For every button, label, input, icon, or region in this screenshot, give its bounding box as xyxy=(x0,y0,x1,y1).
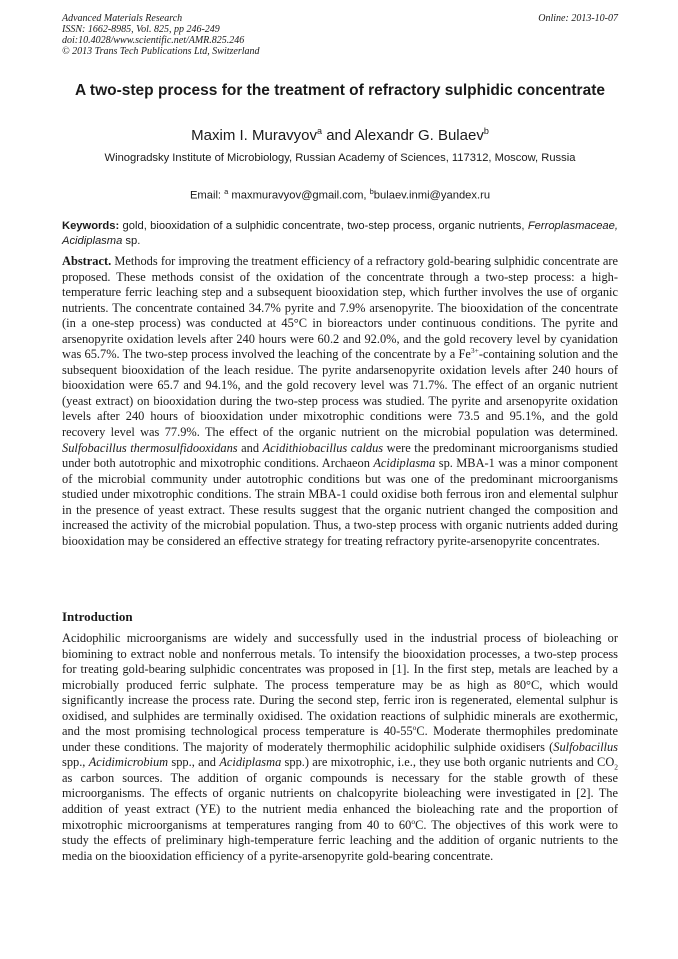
keywords-text: gold, biooxidation of a sulphidic concentrate, two-step process, organic nutrients, xyxy=(119,220,528,232)
abstract-text: and xyxy=(237,440,263,455)
online-date: Online: 2013-10-07 xyxy=(538,13,618,24)
degree-mark: o xyxy=(412,723,417,733)
abstract-text: sp. MBA-1 was a minor component of the microbial community under autotrophic conditions but was one of the predominant microorganisms studied under mixotrophic conditions. The strain MBA-1 could oxidise both ferrous iron and elemental sulphur in the presence of yeast extract. These results suggest that the organic nutrient changed the composition and increased the activity of the microbial population. Thus, a two-step process with organic nutrients added during biooxidation may be considered an effective strategy for treating refractory pyrite-arsenopyrite concentrates. xyxy=(62,456,618,548)
email-mark-a: a xyxy=(224,187,229,196)
species-name: Acidiplasma xyxy=(373,456,436,471)
doi-line: doi:10.4028/www.scientific.net/AMR.825.246 xyxy=(62,35,245,46)
abstract-text: Methods for improving the treatment efficiency of a refractory gold-bearing sulphidic concentrate are proposed. These methods consist of the oxidation of the concentrate through a two-step process: a high-temperature ferric leaching step and a subsequent biooxidation step, which further involves the use of organic nutrients. The concentrate contained 34.7% pyrite and 7.9% arsenopyrite. The biooxidation of the concentrate (in a one-step process) was conducted at 45°C in bioreactors under continuous conditions. The pyrite and arsenopyrite oxidation levels after 240 hours were 60.2 and 92.0%, and the gold recovery level by cyanidation was 65.7%. The two-step process involved the leaching of the concentrate by a Fe xyxy=(62,254,618,362)
species-name: Acidimicrobium xyxy=(88,755,169,770)
ferric-charge: 3+ xyxy=(470,346,479,356)
intro-text: C. The objectives of this work were to study the effects of preliminary high-temperature ferric leaching and the addition of organic nutrients to the media on the biooxidation efficiency of a pyrite-arsenopyrite gold-bearing concentrate. xyxy=(62,817,618,863)
journal-header xyxy=(62,13,618,57)
intro-text: spp., xyxy=(62,755,89,770)
keywords-end: sp. xyxy=(122,235,141,247)
abstract-text: were the predominant microorganisms studied under both autotrophic and mixotrophic conditions. Archaeon xyxy=(62,440,619,471)
species-name: Acidiplasma xyxy=(219,755,282,770)
affiliation: Winogradsky Institute of Microbiology, Russian Academy of Sciences, 117312, Moscow, Russia xyxy=(104,152,576,164)
author-1: Maxim I. Muravyov xyxy=(191,127,318,144)
intro-text: C. Moderate thermophiles predominate under these conditions. The majority of moderately thermophilic acidophilic sulphide oxidisers ( xyxy=(62,724,618,754)
email-mark-b: b xyxy=(369,187,374,196)
intro-text: as carbon sources. The addition of organic compounds is necessary for the stable growth of these microorganisms. The effects of organic nutrients on chalcopyrite bioleaching were investigated in [2]. The addition of yeast extract (YE) to the nutrient media enhanced the bioleaching rate and the proportion of mixotrophic microorganisms at temperatures ranging from 40 to 60 xyxy=(62,770,618,832)
email-line xyxy=(62,184,618,204)
author-1-affil-mark: a xyxy=(317,126,323,136)
intro-text: Acidophilic microorganisms are widely and successfully used in the industrial process of bioleaching or biomining to extract noble and nonferrous metals. To intensify the biooxidation processes, a two-step process for treating gold-bearing sulphidic concentrates was proposed in [1]. In the first step, metals are leached by a microbially produced ferric sulphate. The process temperature may be as high as 80°C, which would significantly increase the process rate. During the second step, ferric iron is regenerated, elemental sulphur is oxidised, and sulphides are terminally oxidised. The oxidation reactions of sulphidic minerals are exothermic, and the most promising technological process temperature is 40-55 xyxy=(62,631,618,739)
paper-title: A two-step process for the treatment of refractory sulphidic concentrate xyxy=(75,82,605,99)
species-name: Sulfobacillus thermosulfidooxidans xyxy=(62,440,238,455)
abstract-label: Abstract. xyxy=(62,254,112,268)
email-label: Email: xyxy=(189,189,225,202)
introduction-body xyxy=(62,631,618,864)
copyright-line: © 2013 Trans Tech Publications Ltd, Switzerland xyxy=(62,46,260,57)
keywords-label: Keywords: xyxy=(62,220,120,232)
intro-text: spp., and xyxy=(168,755,220,770)
species-name: Acidithiobacillus caldus xyxy=(262,440,384,455)
abstract xyxy=(62,254,618,549)
email-author-2[interactable]: bulaev.inmi@yandex.ru xyxy=(373,189,491,202)
keywords-italic: Ferroplasmaceae, Acidiplasma xyxy=(62,220,618,247)
author-2: Alexandr G. Bulaev xyxy=(354,127,484,144)
species-name: Sulfobacillus xyxy=(553,739,618,754)
author-list xyxy=(62,122,618,145)
abstract-text: -containing solution and the subsequent biooxidation of the leach residue. The pyrite andarsenopyrite oxidation levels after 240 hours of biooxidation were 65.7 and 94.1%, and the gold recovery level was 71.7%. The effect of an organic nutrient (yeast extract) on biooxidation during the two-step process was studied. The pyrite and arsenopyrite oxidation levels after 240 hours of biooxidation under mixotrophic conditions were 73.5 and 95.1%, and the gold recovery level was 77.9%. The effect of the organic nutrient on the microbial population was determined. xyxy=(62,347,618,440)
issn-line: ISSN: 1662-8985, Vol. 825, pp 246-249 xyxy=(62,24,220,35)
introduction-heading: Introduction xyxy=(62,609,133,624)
co2-subscript: 2 xyxy=(614,762,619,772)
journal-name: Advanced Materials Research xyxy=(62,13,183,24)
intro-text: spp.) are mixotrophic, i.e., they use both organic nutrients and CO xyxy=(281,755,615,770)
author-conjunction: and xyxy=(322,127,355,144)
degree-mark: o xyxy=(411,816,416,826)
author-2-affil-mark: b xyxy=(483,126,489,136)
email-author-1[interactable]: maxmuravyov@gmail.com, xyxy=(228,189,370,202)
keywords xyxy=(62,219,618,249)
